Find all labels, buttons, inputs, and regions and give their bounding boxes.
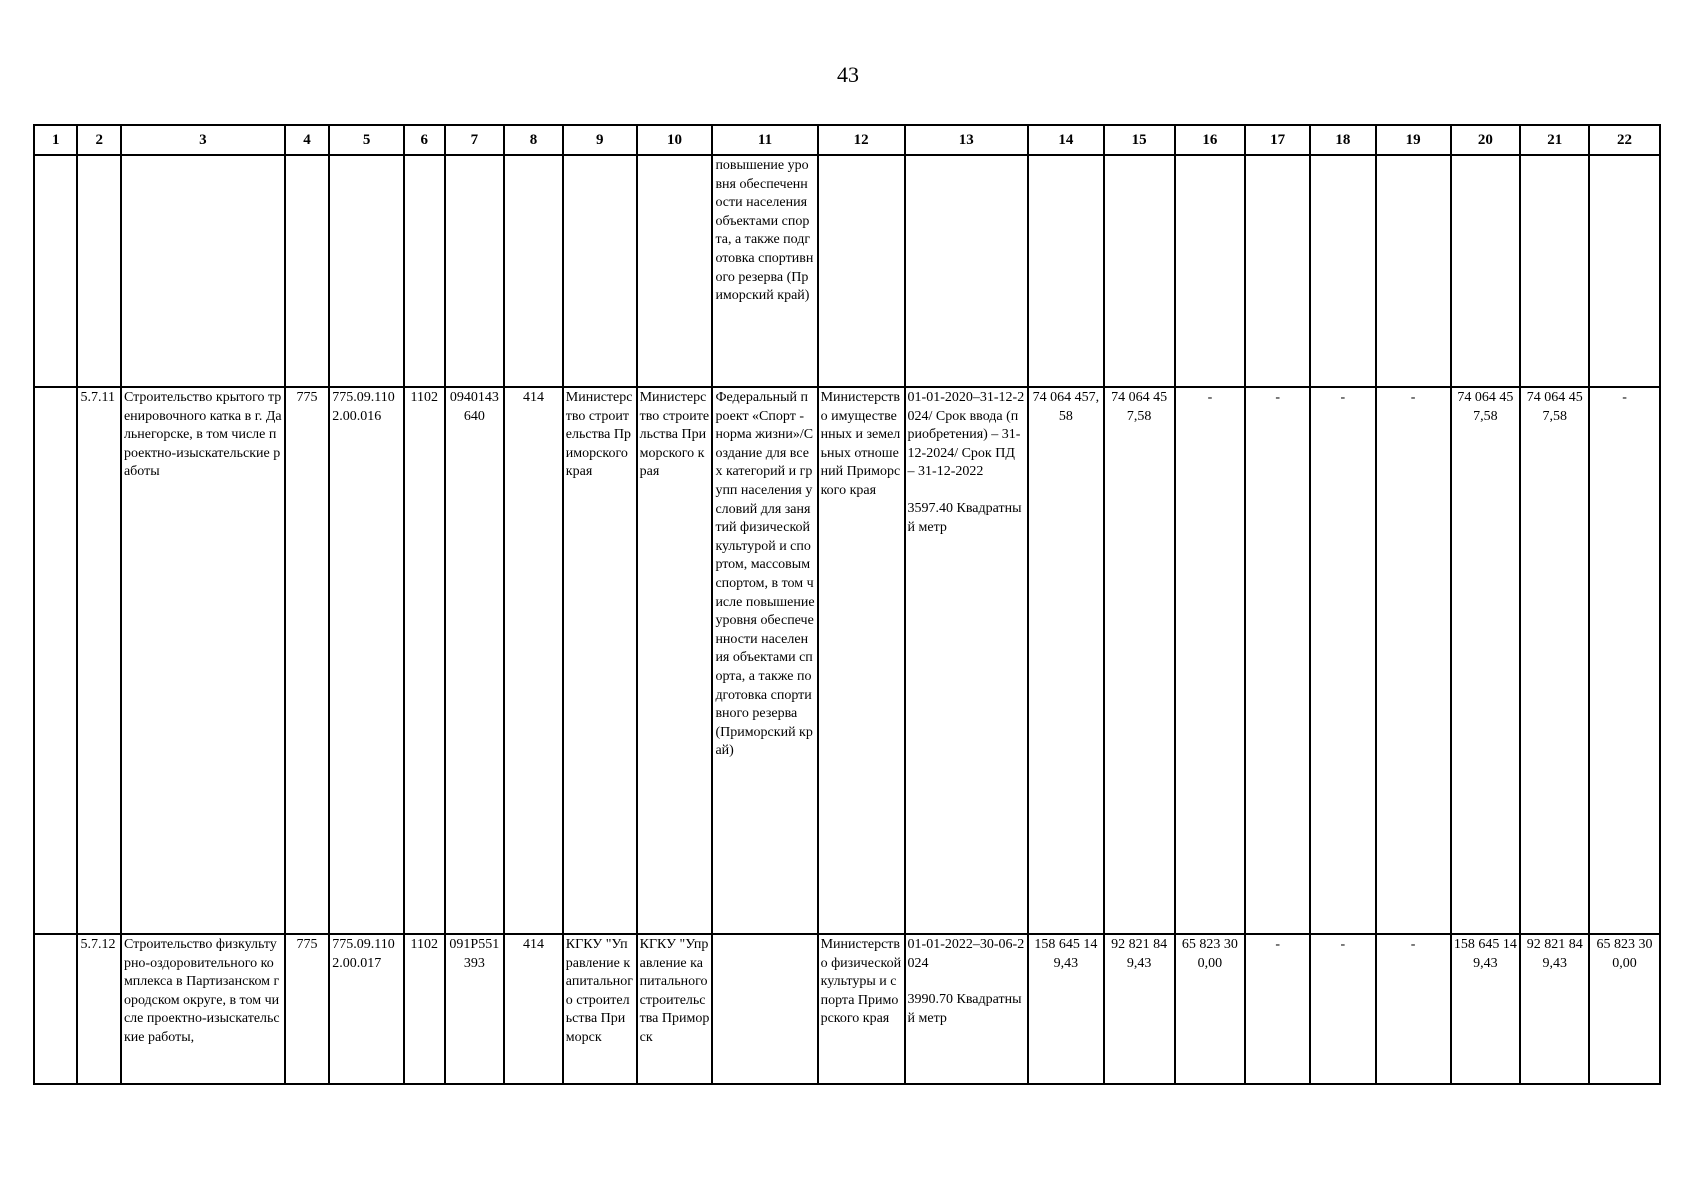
cell-col13 <box>905 934 1028 1084</box>
cell-col6 <box>404 155 444 387</box>
cell-col6: 1102 <box>404 387 444 934</box>
column-header-5: 5 <box>329 125 404 155</box>
column-header-13: 13 <box>905 125 1028 155</box>
table-row <box>34 387 1660 934</box>
cell-col8: 414 <box>504 387 563 934</box>
cell-col13-area: 3597.40 Квадратный метр <box>907 500 1022 535</box>
column-header-22: 22 <box>1589 125 1660 155</box>
document-table <box>33 124 1661 1085</box>
column-header-10: 10 <box>637 125 713 155</box>
cell-col22: - <box>1589 387 1660 934</box>
column-header-7: 7 <box>445 125 505 155</box>
cell-col1 <box>34 155 77 387</box>
cell-col21: 74 064 457,58 <box>1520 387 1589 934</box>
cell-col1 <box>34 387 77 934</box>
cell-col22 <box>1589 155 1660 387</box>
column-header-9: 9 <box>563 125 637 155</box>
cell-col17 <box>1245 155 1310 387</box>
cell-col13 <box>905 155 1028 387</box>
column-header-1: 1 <box>34 125 77 155</box>
column-header-12: 12 <box>818 125 905 155</box>
cell-col12: Министерство имущественных и земельных отношений Приморского края <box>818 387 905 934</box>
cell-col4 <box>285 155 329 387</box>
cell-item-number: 5.7.11 <box>77 387 120 934</box>
cell-col18 <box>1310 155 1376 387</box>
cell-col12 <box>818 155 905 387</box>
cell-col13-area: 3990.70 Квадратный метр <box>907 992 1022 1026</box>
cell-col12: Министерство физической культуры и спорта Приморского края <box>818 934 905 1084</box>
cell-col20: 74 064 457,58 <box>1451 387 1521 934</box>
column-header-18: 18 <box>1310 125 1376 155</box>
column-header-15: 15 <box>1104 125 1175 155</box>
cell-col2 <box>77 155 120 387</box>
cell-item-number: 5.7.12 <box>77 934 120 1084</box>
cell-col4: 775 <box>285 934 329 1084</box>
cell-col5 <box>329 155 404 387</box>
cell-col8: 414 <box>504 934 563 1084</box>
cell-col13-dates: 01-01-2020–31-12-2024/ Срок ввода (приобретения) – 31-12-2024/ Срок ПД – 31-12-2022 <box>907 390 1025 480</box>
cell-col9: Министерство строительства Приморского края <box>563 387 637 934</box>
cell-col1 <box>34 934 77 1084</box>
cell-col17: - <box>1245 387 1310 934</box>
cell-col21: 92 821 849,43 <box>1520 934 1589 1084</box>
column-header-3: 3 <box>121 125 285 155</box>
cell-col20: 158 645 149,43 <box>1451 934 1521 1084</box>
column-header-19: 19 <box>1376 125 1451 155</box>
cell-col3 <box>121 155 285 387</box>
cell-col11: Федеральный проект «Спорт - норма жизни»/Создание для всех категорий и групп населения условий для занятий физической культурой и спортом, массовым спортом, в том числе повышение уровня обеспеченности населения объектами спорта, а также подготовка спортивного резерва (Приморский край) <box>712 387 817 934</box>
cell-col13 <box>905 387 1028 934</box>
column-header-2: 2 <box>77 125 120 155</box>
cell-col19: - <box>1376 387 1451 934</box>
column-header-6: 6 <box>404 125 444 155</box>
column-header-21: 21 <box>1520 125 1589 155</box>
cell-col16: - <box>1175 387 1246 934</box>
cell-col9 <box>563 155 637 387</box>
cell-col5: 775.09.1102.00.017 <box>329 934 404 1084</box>
cell-col7: 091P551393 <box>445 934 505 1084</box>
table-row <box>34 155 1660 387</box>
cell-col22: 65 823 300,00 <box>1589 934 1660 1084</box>
column-header-8: 8 <box>504 125 563 155</box>
cell-col19 <box>1376 155 1451 387</box>
cell-col16: 65 823 300,00 <box>1175 934 1246 1084</box>
cell-col16 <box>1175 155 1246 387</box>
cell-col8 <box>504 155 563 387</box>
column-header-14: 14 <box>1028 125 1104 155</box>
cell-col14: 74 064 457,58 <box>1028 387 1104 934</box>
cell-col5: 775.09.1102.00.016 <box>329 387 404 934</box>
cell-col15: 92 821 849,43 <box>1104 934 1175 1084</box>
header-row <box>34 125 1660 155</box>
cell-col6: 1102 <box>404 934 444 1084</box>
cell-col10: КГКУ "Управление капитального строительства Приморск <box>637 934 713 1084</box>
cell-col7 <box>445 155 505 387</box>
cell-col9: КГКУ "Управление капитального строительства Приморск <box>563 934 637 1084</box>
cell-col14: 158 645 149,43 <box>1028 934 1104 1084</box>
cell-col17: - <box>1245 934 1310 1084</box>
column-header-16: 16 <box>1175 125 1246 155</box>
column-header-20: 20 <box>1451 125 1521 155</box>
cell-object-name: Строительство физкультурно-оздоровительного комплекса в Партизанском городском округе, в том числе проектно-изыскательские работы, <box>121 934 285 1084</box>
column-header-4: 4 <box>285 125 329 155</box>
cell-col20 <box>1451 155 1521 387</box>
cell-col4: 775 <box>285 387 329 934</box>
table-row <box>34 934 1660 1084</box>
cell-col19: - <box>1376 934 1451 1084</box>
cell-col15 <box>1104 155 1175 387</box>
cell-col10 <box>637 155 713 387</box>
cell-col21 <box>1520 155 1589 387</box>
cell-col11: повышение уровня обеспеченности населения объектами спорта, а также подготовка спортивного резерва (Приморский край) <box>712 155 817 387</box>
cell-col10: Министерство строительства Приморского края <box>637 387 713 934</box>
cell-col15: 74 064 457,58 <box>1104 387 1175 934</box>
cell-col18: - <box>1310 934 1376 1084</box>
column-header-17: 17 <box>1245 125 1310 155</box>
cell-col13-dates: 01-01-2022–30-06-2024 <box>907 937 1025 971</box>
cell-col7: 0940143640 <box>445 387 505 934</box>
page-number: 43 <box>837 62 859 87</box>
cell-object-name: Строительство крытого тренировочного катка в г. Дальнегорске, в том числе проектно-изыскательские работы <box>121 387 285 934</box>
cell-col14 <box>1028 155 1104 387</box>
column-header-11: 11 <box>712 125 817 155</box>
cell-col18: - <box>1310 387 1376 934</box>
cell-col11 <box>712 934 817 1084</box>
